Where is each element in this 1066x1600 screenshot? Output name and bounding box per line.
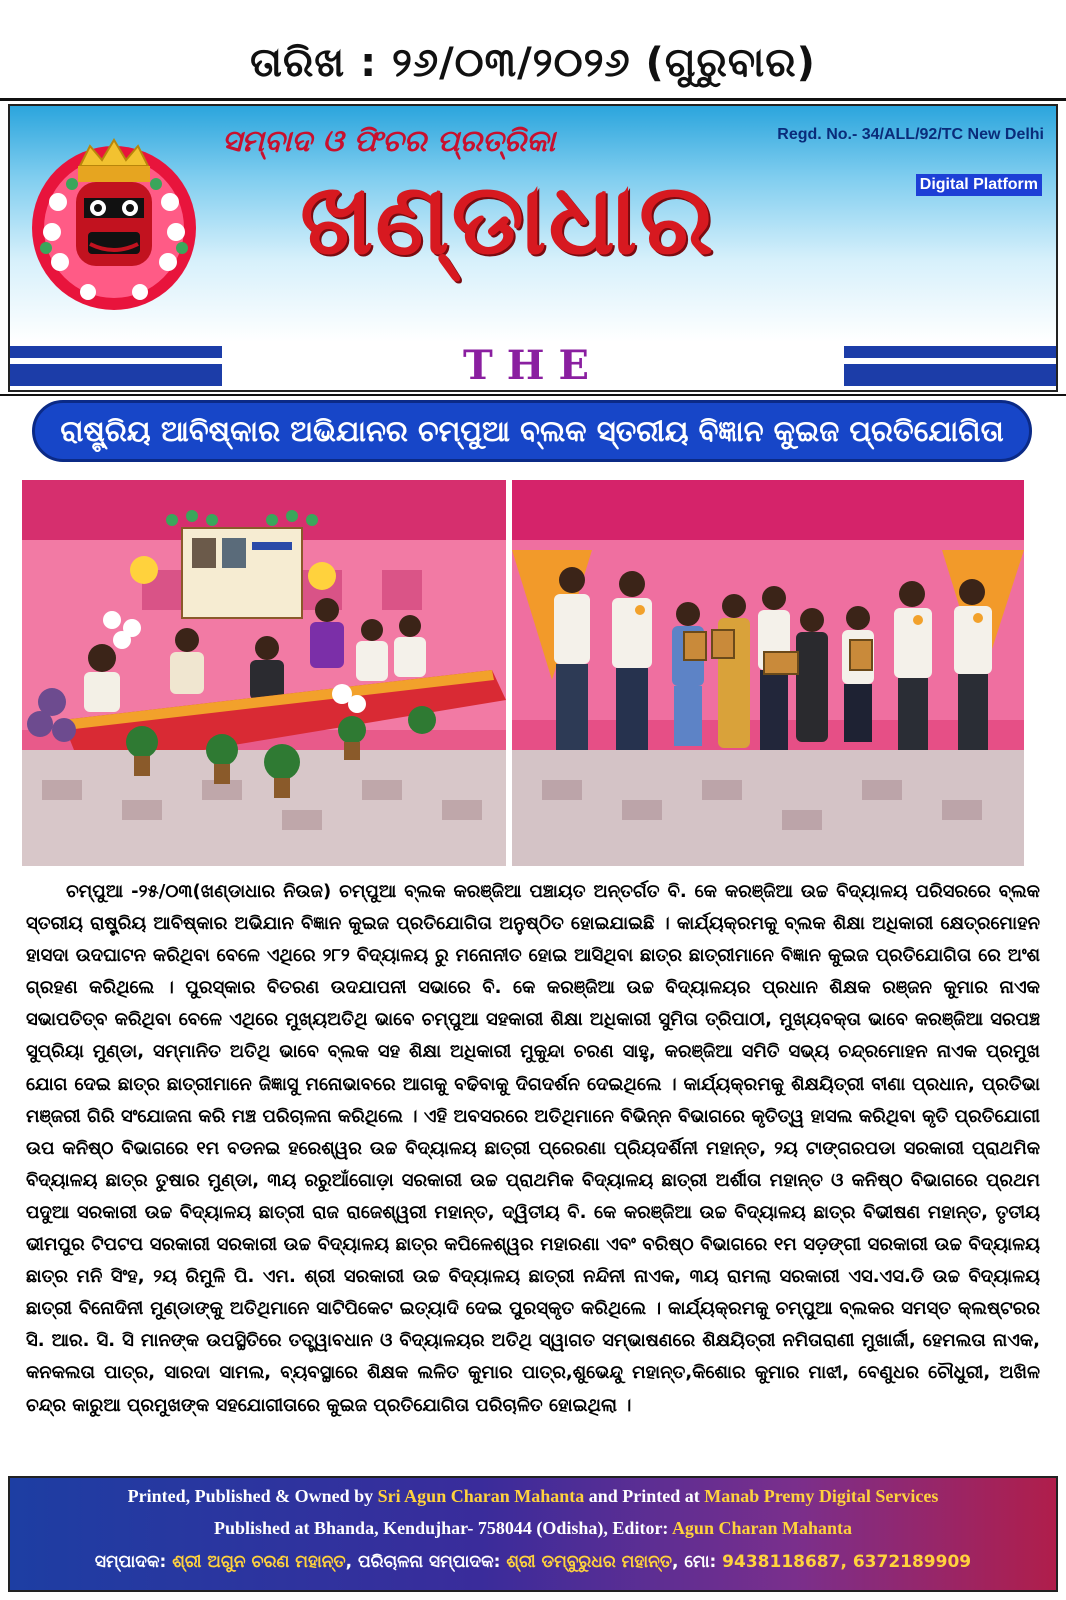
footer-printer: Manab Premy Digital Services xyxy=(704,1486,939,1506)
award-photo xyxy=(512,480,1024,866)
digital-platform-badge: Digital Platform xyxy=(916,174,1042,196)
footer-phone-label: , ମୋ: xyxy=(671,1552,723,1572)
english-title-band xyxy=(10,342,1056,390)
footer-printed-label: Printed, Published & Owned by xyxy=(127,1486,378,1506)
masthead-rule xyxy=(0,394,1066,396)
top-rule xyxy=(0,98,1066,101)
footer-managing-editor: ଶ୍ରୀ ଡମ୍ବୁରୁଧର ମହାନ୍ତ xyxy=(506,1552,672,1572)
footer-managing-label: , ପରିଚାଳନା ସମ୍ପାଦକ: xyxy=(345,1552,507,1572)
footer-editor-label-odia: ସମ୍ପାଦକ: xyxy=(94,1552,173,1572)
footer-line-3 xyxy=(10,1552,1056,1572)
footer-published-at: Published at Bhanda, Kendujhar- 758044 (Odisha), Editor: xyxy=(214,1518,672,1538)
stage-photo xyxy=(22,480,506,866)
date-line: ତାରିଖ : ୨୬/୦୩/୨୦୨୬ (ଗୁରୁବାର) xyxy=(250,40,816,86)
article-body: ଚମ୍ପୁଆ -୨୫/୦୩(ଖଣ୍ଡାଧାର ନିଉଜ) ଚମ୍ପୁଆ ବ୍ଲକ କରଞ୍ଜିଆ ପଞ୍ଚାୟତ ଅନ୍ତର୍ଗତ ବି. କେ କରଞ୍ଜିଆ ଉଚ୍ଚ ବିଦ୍ୟାଳୟ ପରିସରରେ ବ୍ଲକ ସ୍ତରୀୟ ରାଷ୍ଟ୍ରିୟ ଆବିଷ୍କାର ଅଭିଯାନ ବିଜ୍ଞାନ କୁଇଜ ପ୍ରତିଯୋଗିତା ଅନୁଷ୍ଠିତ ହୋଇଯାଇଛି । କାର୍ଯ୍ୟକ୍ରମକୁ ବ୍ଲକ ଶିକ୍ଷା ଅଧିକାରୀ କ୍ଷେତ୍ରମୋହନ ହାସଦା ଉଦଘାଟନ କରିଥିବା ବେଳେ ଏଥିରେ ୨୮୨ ବିଦ୍ୟାଳୟ ରୁ ମନୋନୀତ ହୋଇ ଆସିଥିବା ଛାତ୍ର ଛାତ୍ରୀମାନେ ବିଜ୍ଞାନ କୁଇଜ ପ୍ରତିଯୋଗିତା ରେ ଅଂଶ ଗ୍ରହଣ କରିଥିଲେ । ପୁରସ୍କାର ବିତରଣ ଉଦଯାପନୀ ସଭାରେ ବି. କେ କରଞ୍ଜିଆ ଉଚ୍ଚ ବିଦ୍ୟାଳୟର ପ୍ରଧାନ ଶିକ୍ଷକ ରଞ୍ଜନ କୁମାର ନାଏକ ସଭାପତିତ୍ବ କରିଥିବା ବେଳେ ଏଥିରେ ମୁଖ୍ୟଅତିଥି ଭାବେ ଚମ୍ପୁଆ ସହକାରୀ ଶିକ୍ଷା ଅଧିକାରୀ ସୁମିତା ତ୍ରିପାଠୀ, ମୁଖ୍ୟବକ୍ତା ଭାବେ କରଞ୍ଜିଆ ସରପଞ୍ଚ ସୁପ୍ରିୟା ମୁଣ୍ଡା, ସମ୍ମାନିତ ଅତିଥି ଭାବେ ବ୍ଲକ ସହ ଶିକ୍ଷା ଅଧିକାରୀ ମୁକୁନ୍ଦା ଚରଣ ସାହୁ, କରଞ୍ଜିଆ ସମିତି ସଭ୍ୟ ଚନ୍ଦ୍ରମୋହନ ନାଏକ ପ୍ରମୁଖ ଯୋଗ ଦେଇ ଛାତ୍ର ଛାତ୍ରୀମାନେ ଜିଜ୍ଞାସୁ ମନୋଭାବରେ ଆଗକୁ ବଢିବାକୁ ଦିଗଦର୍ଶନ ଦେଇଥିଲେ । କାର୍ଯ୍ୟକ୍ରମକୁ ଶିକ୍ଷୟିତ୍ରୀ ବୀଣା ପ୍ରଧାନ, ପ୍ରତିଭା ମଞ୍ଜରୀ ଗିରି ସଂଯୋଜନା କରି ମଞ୍ଚ ପରିଚାଳନା କରିଥିଲେ । ଏହି ଅବସରରେ ଅତିଥିମାନେ ବିଭିନ୍ନ ବିଭାଗରେ କୃତିତ୍ୱ ହାସଲ କରିଥିବା କୃତି ପ୍ରତିଯୋଗୀ ଉପ କନିଷ୍ଠ ବିଭାଗରେ ୧ମ ବଡନଇ ହରେଶ୍ୱର ଉଚ୍ଚ ବିଦ୍ୟାଳୟ ଛାତ୍ରୀ ପ୍ରେରଣା ପ୍ରିୟଦର୍ଶିନୀ ମହାନ୍ତ, ୨ୟ ଟାଙ୍ଗରପଡା ସରକାରୀ ପ୍ରାଥମିକ ବିଦ୍ୟାଳୟ ଛାତ୍ର ତୁଷାର ମୁଣ୍ଡା, ୩ୟ ରରୁଆଁଗୋଡ଼ା ସରକାରୀ ଉଚ୍ଚ ପ୍ରାଥମିକ ବିଦ୍ୟାଳୟ ଛାତ୍ରୀ ଅର୍ଶୀତା ମହାନ୍ତ ଓ କନିଷ୍ଠ ବିଭାଗରେ ପ୍ରଥମ ପଦୁଆ ସରକାରୀ ଉଚ୍ଚ ବିଦ୍ୟାଳୟ ଛାତ୍ରୀ ରାଜ ରାଜେଶ୍ୱରୀ ମହାନ୍ତ, ଦ୍ୱିତୀୟ ବି. କେ କରଞ୍ଜିଆ ଉଚ୍ଚ ବିଦ୍ୟାଳୟ ଛାତ୍ର ବିଭୀଷଣ ମହାନ୍ତ, ତୃତୀୟ ଭୀମପୁର ଟିପଟପ ସରକାରୀ ସରକାରୀ ଉଚ୍ଚ ବିଦ୍ୟାଳୟ ଛାତ୍ର କପିଳେଶ୍ୱର ମହାରଣା ଏବଂ ବରିଷ୍ଠ ବିଭାଗରେ ୧ମ ସଡ଼ଙ୍ଗୀ ସରକାରୀ ଉଚ୍ଚ ବିଦ୍ୟାଳୟ ଛାତ୍ର ମନି ସିଂହ, ୨ୟ ରିମୁଳି ପି. ଏମ. ଶ୍ରୀ ସରକାରୀ ଉଚ୍ଚ ବିଦ୍ୟାଳୟ ଛାତ୍ରୀ ନନ୍ଦିନୀ ନାଏକ, ୩ୟ ରାମଲା ସରକାରୀ ଏସ.ଏସ.ଡି ଉଚ୍ଚ ବିଦ୍ୟାଳୟ ଛାତ୍ରୀ ବିନୋଦିନୀ ମୁଣ୍ଡାଙ୍କୁ ଅତିଥିମାନେ ସାଟିପିକେଟ ଇତ୍ୟାଦି ଦେଇ ପୁରସ୍କୃତ କରିଥିଲେ । କାର୍ଯ୍ୟକ୍ରମକୁ ଚମ୍ପୁଆ ବ୍ଲକର ସମସ୍ତ କ୍ଲଷ୍ଟରର ସି. ଆର. ସି. ସି ମାନଙ୍କ ଉପସ୍ଥିତିରେ ତତ୍ତ୍ୱାବଧାନ ଓ ବିଦ୍ୟାଳୟର ଅତିଥି ସ୍ୱାଗତ ସମ୍ଭାଷଣରେ ଶିକ୍ଷୟିତ୍ରୀ ନମିତାରାଣୀ ମୁଖାର୍ଜୀ, ହେମଲତା ନାଏକ, କନକଲତା ପାତ୍ର, ସାରଦା ସାମଲ, ବ୍ୟବସ୍ଥାରେ ଶିକ୍ଷକ ଲଳିତ କୁମାର ପାତ୍ର,ଶୁଭେନ୍ଦୁ ମହାନ୍ତ,କିଶୋର କୁମାର ମାଝୀ, ବେଣୁଧର ଚୌଧୁରୀ, ଅଖିଳ ଚନ୍ଦ୍ର କାରୁଆ ପ୍ରମୁଖଙ୍କ ସହଯୋଗୀତାରେ କୁଇଜ ପ୍ରତିଯୋଗିତା ପରିଚାଳିତ ହୋଇଥିଲା । xyxy=(26,881,1040,1416)
band-bar-right xyxy=(844,346,1056,386)
footer-printed-at-label: and Printed at xyxy=(584,1486,705,1506)
band-bar-left xyxy=(10,346,222,386)
deity-emblem-icon xyxy=(28,132,200,314)
news-article xyxy=(26,876,1040,1422)
headline-banner: ରାଷ୍ଟ୍ରିୟ ଆବିଷ୍କାର ଅଭିଯାନର ଚମ୍ପୁଆ ବ୍ଲକ ସ୍ତରୀୟ ବିଜ୍ଞାନ କୁଇଜ ପ୍ରତିଯୋଗିତା xyxy=(32,400,1032,462)
footer-phone: 9438118687, 6372189909 xyxy=(722,1552,972,1572)
footer-owner: Sri Agun Charan Mahanta xyxy=(377,1486,585,1506)
footer-line-1 xyxy=(10,1486,1056,1507)
masthead-tagline: ସମ୍ବାଦ ଓ ଫିଚର ପ୍ରତ୍ରିକା xyxy=(222,124,556,159)
stage-photo-image xyxy=(22,480,506,866)
footer-imprint xyxy=(8,1476,1058,1592)
award-photo-image xyxy=(512,480,1024,866)
footer-editor-odia: ଶ୍ରୀ ଅଗୁନ ଚରଣ ମହାନ୍ତ xyxy=(172,1552,346,1572)
masthead-title: ଖଣ୍ଡାଧାର xyxy=(300,162,716,277)
masthead xyxy=(8,104,1058,392)
english-title: THE xyxy=(462,342,604,389)
registration-number: Regd. No.- 34/ALL/92/TC New Delhi xyxy=(777,126,1044,143)
footer-editor: Agun Charan Mahanta xyxy=(671,1518,852,1538)
footer-line-2 xyxy=(10,1518,1056,1539)
